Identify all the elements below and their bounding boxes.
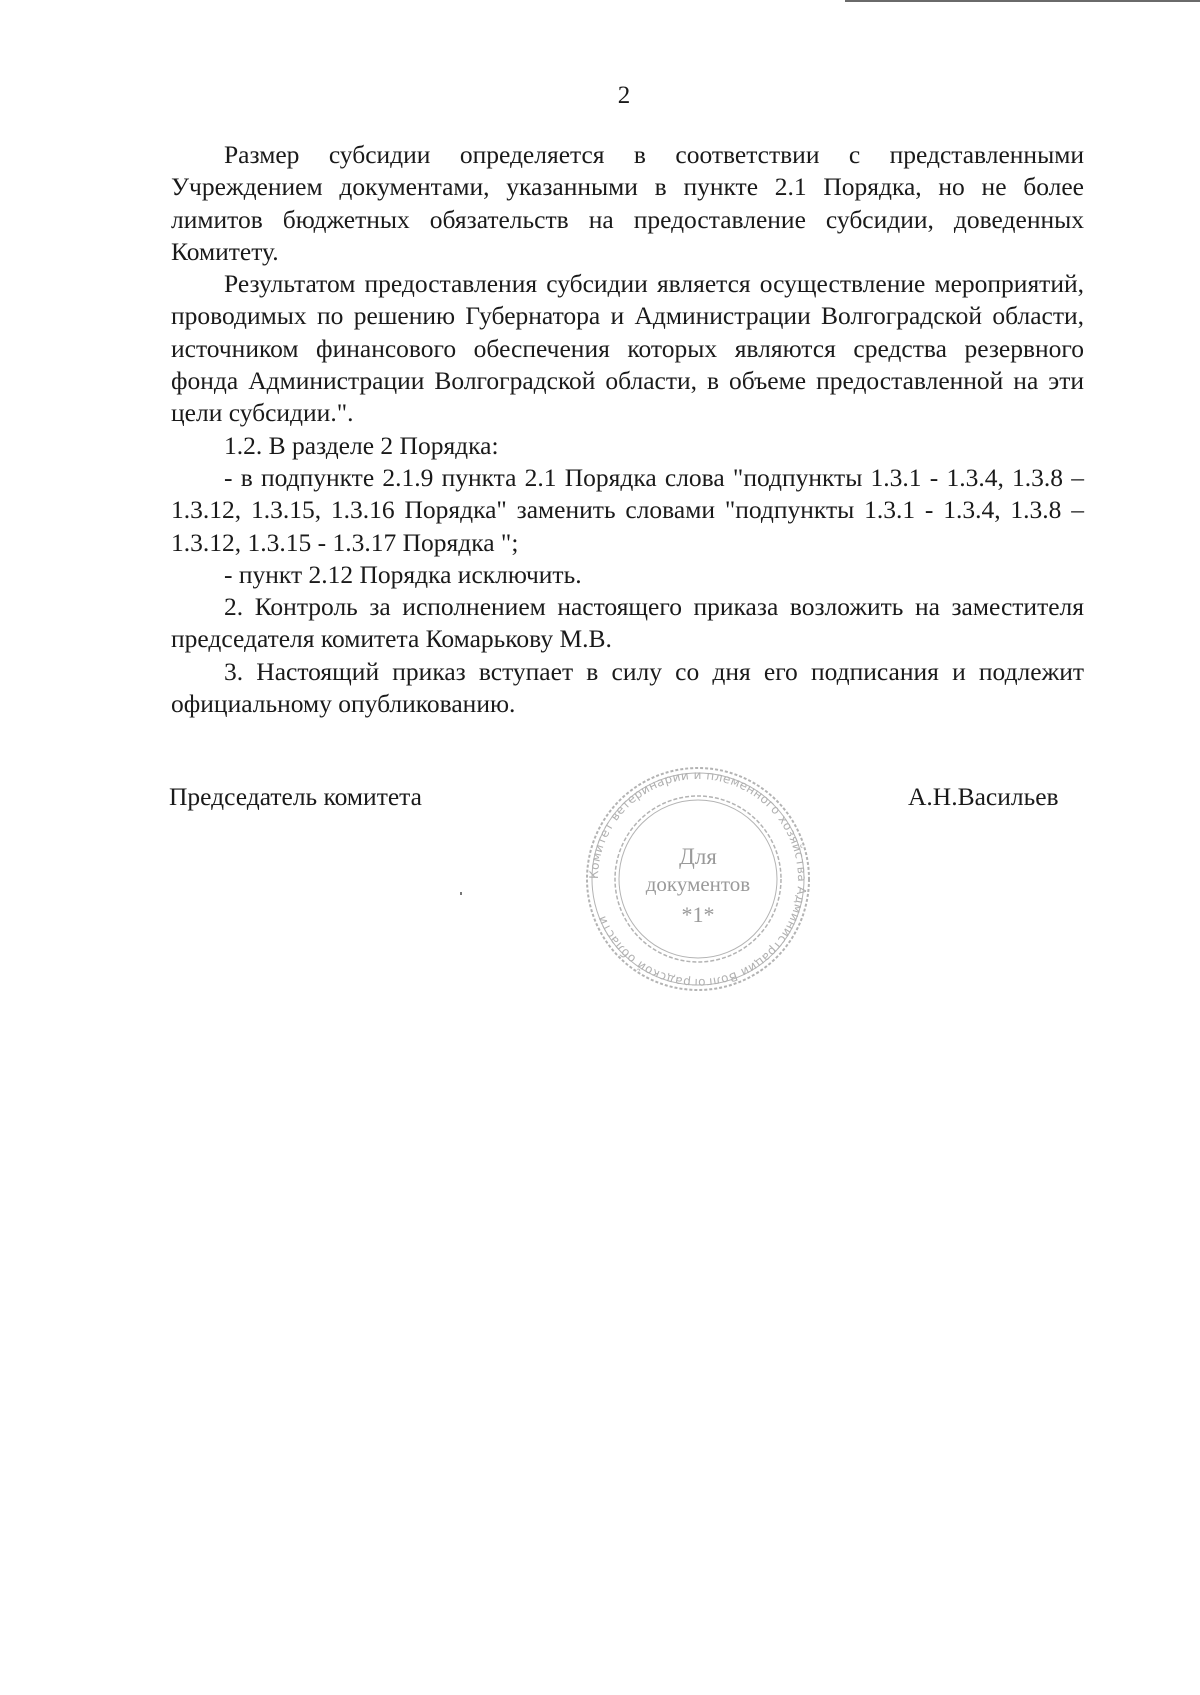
- scan-edge-line: [845, 0, 1200, 2]
- signatory-name: А.Н.Васильев: [908, 782, 1059, 811]
- stamp-text-line3: *1*: [681, 902, 715, 927]
- official-stamp: [578, 764, 818, 994]
- paragraph-subpoint-2-1-9: - в подпункте 2.1.9 пункта 2.1 Порядка слова "подпункты 1.3.1 - 1.3.4, 1.3.8 – 1.3.12, 1.3.15, 1.3.16 Порядка" заменить словами "подпункты 1.3.1 - 1.3.4, 1.3.8 – 1.3.12, 1.3.15 - 1.3.17 Порядка ";: [171, 462, 1084, 557]
- paragraph-point-2-12: - пункт 2.12 Порядка исключить.: [224, 559, 582, 589]
- paragraph-control: 2. Контроль за исполнением настоящего приказа возложить на заместителя председателя комитета Комарькову М.В.: [171, 592, 1084, 654]
- paragraph-subsidy-size: Размер субсидии определяется в соответствии с представленными Учреждением документами, указанными в пункте 2.1 Порядка, но не более лимитов бюджетных обязательств на предоставление субсидии, доведенных Комитету.: [171, 140, 1084, 266]
- stamp-ring-text: Комитет ветеринарии и племенного хозяйства Администрации Волгоградской области: [586, 767, 810, 991]
- stamp-text-line2: документов: [645, 872, 751, 896]
- paragraph-effective-date: 3. Настоящий приказ вступает в силу со дня его подписания и подлежит официальному опубликованию.: [171, 656, 1084, 719]
- scan-speck: [460, 892, 462, 895]
- paragraph-section-2: 1.2. В разделе 2 Порядка:: [224, 430, 499, 460]
- stamp-text-line1: Для: [679, 844, 717, 869]
- document-body: [171, 139, 1084, 720]
- page-number: 2: [617, 82, 631, 109]
- signatory-title: Председатель комитета: [169, 782, 422, 811]
- paragraph-subsidy-result: Результатом предоставления субсидии является осуществление мероприятий, проводимых по решению Губернатора и Администрации Волгоградской области, источником финансового обеспечения которых являются средства резервного фонда Администрации Волгоградской области, в объеме предоставленной на эти цели субсидии.".: [171, 269, 1084, 428]
